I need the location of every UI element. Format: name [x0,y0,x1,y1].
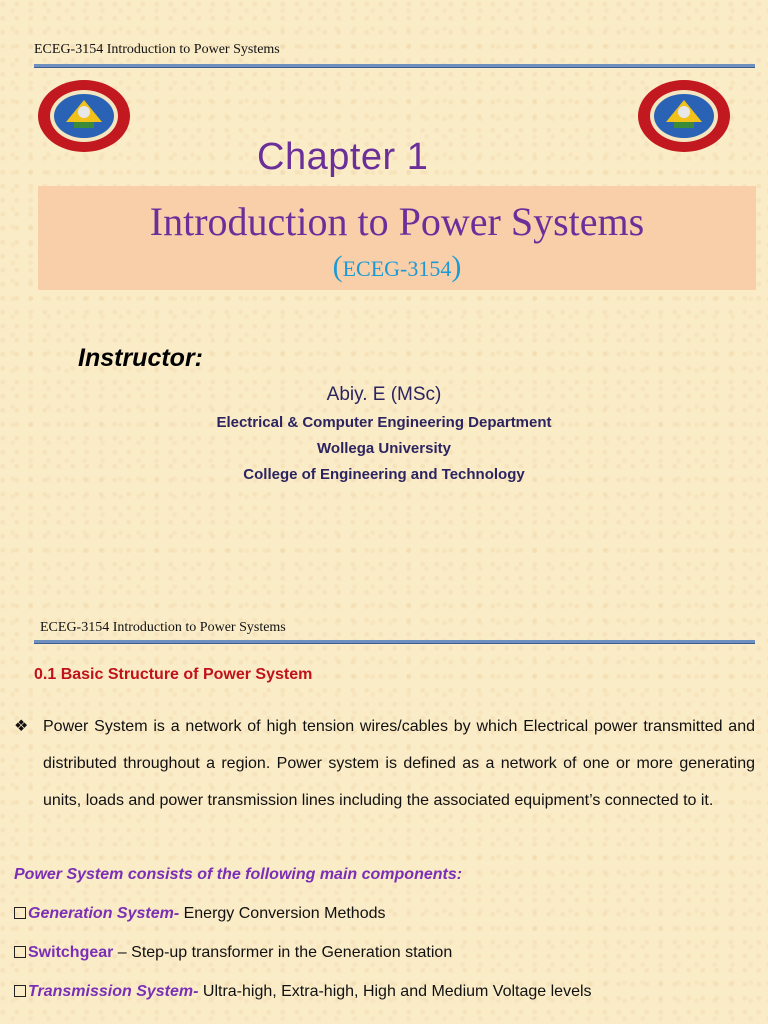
instructor-label: Instructor: [78,344,203,372]
checkbox-bullet-icon [14,907,26,919]
component-name: Generation System- [28,905,180,922]
component-desc: Ultra-high, Extra-high, High and Medium Voltage levels [198,983,592,1000]
slide-basic-structure [0,600,768,1024]
course-header: ECEG-3154 Introduction to Power Systems [40,620,286,635]
header-rule [34,64,755,67]
department: Electrical & Computer Engineering Department [216,414,552,431]
course-title: Introduction to Power Systems [149,199,645,244]
course-code-close: ) [451,250,462,283]
course-code [38,250,756,284]
components-heading: Power System consists of the following main components: [14,866,463,883]
header-rule [34,640,755,643]
checkbox-bullet-icon [14,946,26,958]
checkbox-bullet-icon [14,985,26,997]
section-title: 0.1 Basic Structure of Power System [34,666,313,683]
university-logo-left [36,78,132,154]
course-header: ECEG-3154 Introduction to Power Systems [34,42,280,57]
university: Wollega University [317,440,451,457]
component-item [14,983,592,1001]
instructor-name: Abiy. E (MSc) [326,384,442,405]
component-item [14,944,452,962]
title-box [38,186,756,290]
definition-paragraph: Power System is a network of high tension wires/cables by which Electrical power transmitted and distributed throughout a region. Power system is defined as a network of one or more generating units, loads and power transmission lines including the associated equipment’s connected to it. [43,718,755,809]
university-logo-right [636,78,732,154]
course-code-text: ECEG-3154 [342,256,452,281]
component-name: Transmission System- [28,983,199,1000]
component-desc: – Step-up transformer in the Generation station [113,944,453,961]
component-desc: Energy Conversion Methods [179,905,386,922]
diamond-bullet-icon: ❖ [14,718,29,735]
component-item [14,905,385,923]
component-name: Switchgear [28,944,114,961]
course-code-open: ( [332,250,343,283]
chapter-title: Chapter 1 [257,136,429,178]
college: College of Engineering and Technology [243,466,525,483]
